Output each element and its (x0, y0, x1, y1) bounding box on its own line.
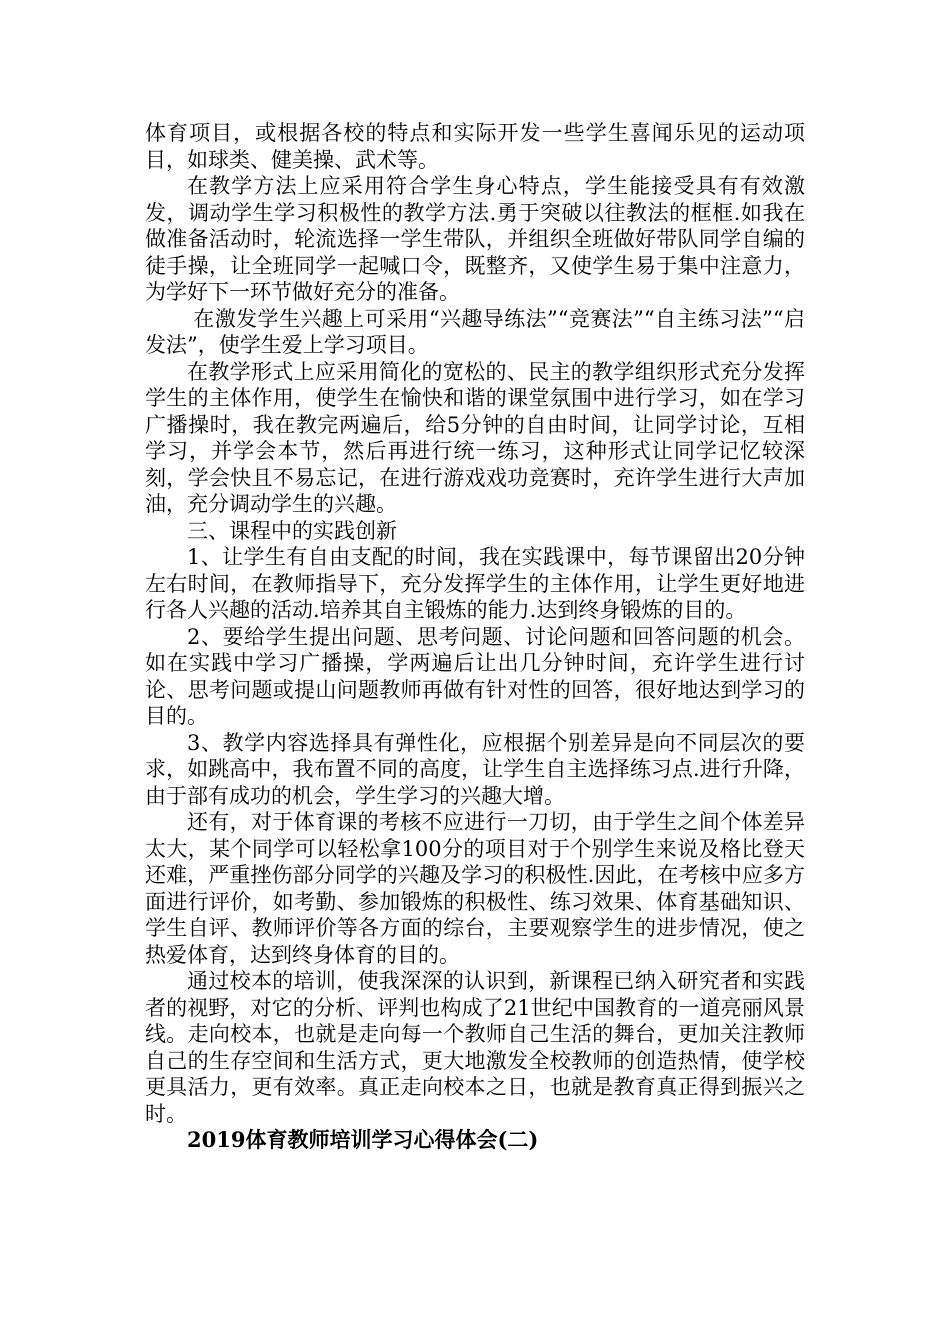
paragraph-conclusion: 通过校本的培训，使我深深的认识到，新课程已纳入研究者和实践者的视野，对它的分析、评判也构成了21世纪中国教育的一道亮丽风景线。走向校本，也就是走向每一个教师自己生活的舞台，更加关注教师自己的生存空间和生活方式，更大地激发全校教师的创造热情，使学校更具活力，更有效率。真正走向校本之日，也就是教育真正得到振兴之时。 (145, 969, 805, 1126)
paragraph-teaching-methods: 在教学方法上应采用符合学生身心特点，学生能接受具有有效激发，调动学生学习积极性的教学方法.勇于突破以往教法的框框.如我在做准备活动时，轮流选择一学生带队，并组织全班做好带队同学自编的徒手操，让全班同学一起喊口令，既整齐，又使学生易于集中注意力，为学好下一环节做好充分的准备。 (145, 174, 805, 304)
paragraph-point-3: 3、教学内容选择具有弹性化，应根据个别差异是向不同层次的要求，如跳高中，我布置不同的高度，让学生自主选择练习点.进行升降，由于部有成功的机会，学生学习的兴趣大增。 (145, 730, 805, 808)
section-heading-practice-innovation: 三、课程中的实践创新 (187, 518, 397, 543)
next-article-title: 2019体育教师培训学习心得体会(二) (187, 1127, 539, 1152)
document-page (145, 120, 805, 1154)
paragraph-continuation: 体育项目，或根据各校的特点和实际开发一些学生喜闻乐见的运动项目，如球类、健美操、武术等。 (145, 121, 805, 172)
paragraph-teaching-forms: 在教学形式上应采用简化的宽松的、民主的教学组织形式充分发挥学生的主体作用，使学生在愉快和谐的课堂氛围中进行学习，如在学习广播操时，我在教完两遍后，给5分钟的自由时间，让同学讨论，互相学习，并学会本节，然后再进行统一练习，这种形式让同学记忆较深刻，学会快且不易忘记，在进行游戏戏功竞赛时，充许学生进行大声加油，充分调动学生的兴趣。 (145, 359, 805, 516)
paragraph-assessment: 还有，对于体育课的考核不应进行一刀切，由于学生之间个体差异太大，某个同学可以轻松拿100分的项目对于个别学生来说及格比登天还难，严重挫伤部分同学的兴趣及学习的积极性.因此，在考核中应多方面进行评价，如考勤、参加锻炼的积极性、练习效果、体育基础知识、学生自评、教师评价等各方面的综台，主要观察学生的进步情况，使之热爱体育，达到终身体育的目的。 (145, 810, 805, 967)
paragraph-interest-methods: 在激发学生兴趣上可采用“兴趣导练法”“竞赛法”“自主练习法”“启发法”，使学生爱上学习项目。 (145, 306, 805, 357)
paragraph-point-2: 2、要给学生提出问题、思考问题、讨论问题和回答问题的机会。如在实践中学习广播操，学两遍后让出几分钟时间，充许学生进行讨论、思考问题或提山问题教师再做有针对性的回答，很好地达到学习的目的。 (145, 624, 805, 728)
paragraph-point-1: 1、让学生有自由支配的时间，我在实践课中，每节课留出20分钟左右时间，在教师指导下，充分发挥学生的主体作用，让学生更好地进行各人兴趣的活动.培养其自主锻炼的能力.达到终身锻炼的目的。 (145, 545, 805, 622)
